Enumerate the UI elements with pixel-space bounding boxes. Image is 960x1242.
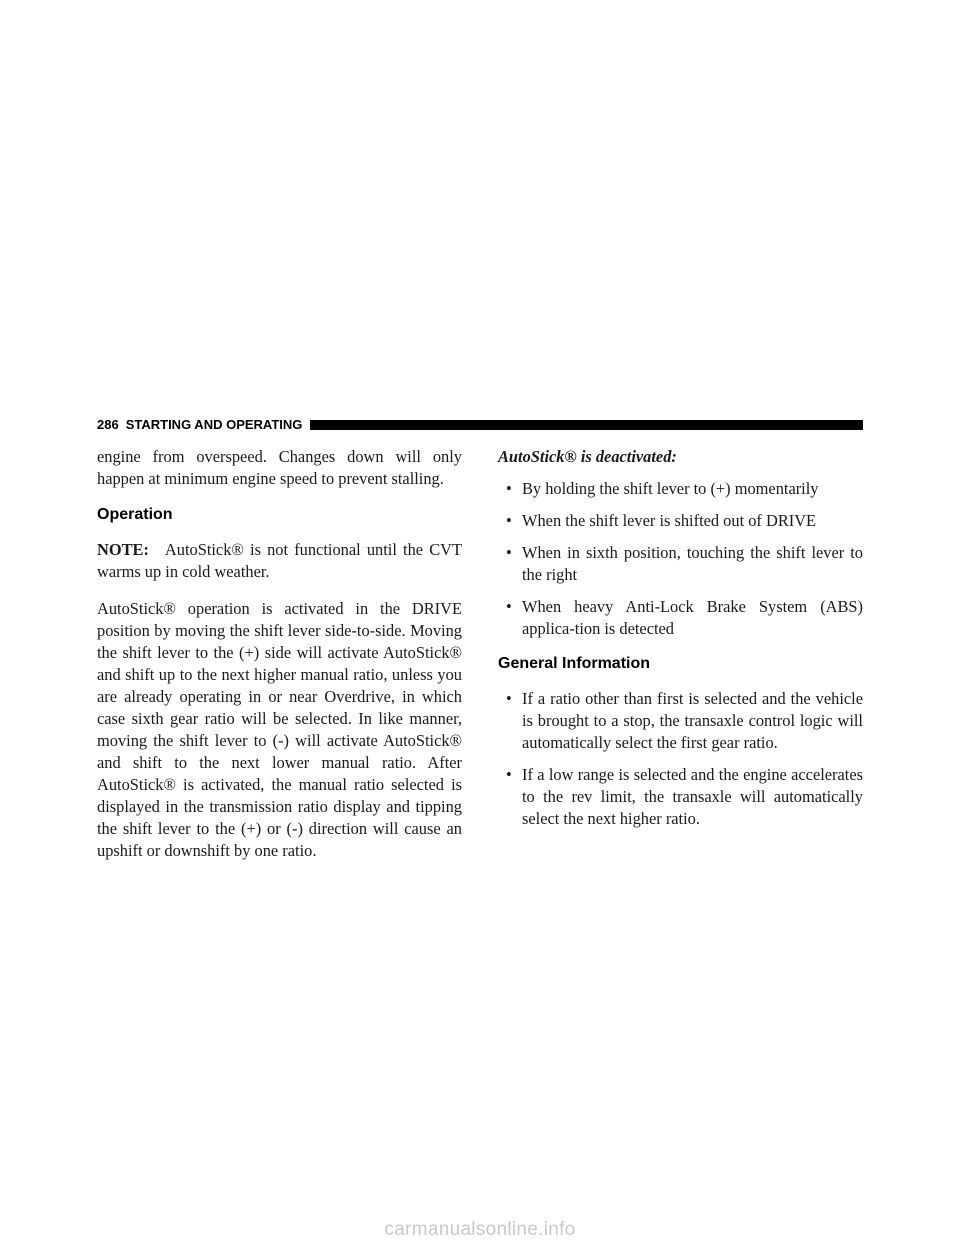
- list-item: • By holding the shift lever to (+) momentarily: [506, 479, 819, 498]
- bullet-icon: •: [506, 765, 512, 784]
- watermark-text: carmanualsonline.info: [384, 1219, 576, 1240]
- bullet-icon: •: [506, 479, 512, 498]
- header-rule: [310, 420, 863, 430]
- deactivated-heading: AutoStick® is deactivated:: [498, 447, 677, 466]
- operation-heading: Operation: [97, 506, 173, 523]
- bullet-icon: •: [506, 543, 512, 562]
- watermark: [0, 1218, 960, 1242]
- right-column: [498, 446, 863, 844]
- bullet-icon: •: [506, 689, 512, 708]
- general-information-list: [498, 688, 863, 830]
- page-header: [97, 417, 863, 433]
- operation-paragraph: AutoStick® operation is activated in the DRIVE position by moving the shift lever side-to-side. Moving the shift lever to the (+) side will activate AutoStick® and shift up to the next higher manual ratio, unless you are already operating in or near Overdrive, in which case sixth gear ratio will be selected. In like manner, moving the shift lever to (-) will activate AutoStick® and shift to the next lower manual ratio. After AutoStick® is activated, the manual ratio selected is displayed in the transmission ratio display and tipping the shift lever to the (+) or (-) direction will cause an upshift or downshift by one ratio.: [97, 599, 462, 860]
- list-item: • When in sixth position, touching the shift lever to the right: [506, 543, 863, 584]
- note-text: AutoStick® is not functional until the CVT warms up in cold weather.: [97, 540, 462, 581]
- bullet-icon: •: [506, 597, 512, 616]
- list-item: • If a ratio other than first is selected and the vehicle is brought to a stop, the transaxle control logic will automatically select the first gear ratio.: [506, 689, 863, 752]
- list-item: • When heavy Anti-Lock Brake System (ABS) applica-tion is detected: [506, 597, 863, 638]
- list-item: • When the shift lever is shifted out of DRIVE: [506, 511, 817, 530]
- list-item: • If a low range is selected and the engine accelerates to the rev limit, the transaxle will automatically select the next higher ratio.: [506, 765, 863, 828]
- left-column: [97, 446, 462, 877]
- deactivated-list: [498, 478, 863, 640]
- section-title: STARTING AND OPERATING: [125, 417, 303, 432]
- intro-paragraph: engine from overspeed. Changes down will only happen at minimum engine speed to prevent stalling.: [97, 447, 462, 488]
- general-information-heading: General Information: [498, 655, 651, 672]
- bullet-icon: •: [506, 511, 512, 530]
- note-label: NOTE:: [97, 540, 149, 559]
- page-number: 286: [97, 417, 119, 432]
- note-paragraph: [97, 539, 462, 583]
